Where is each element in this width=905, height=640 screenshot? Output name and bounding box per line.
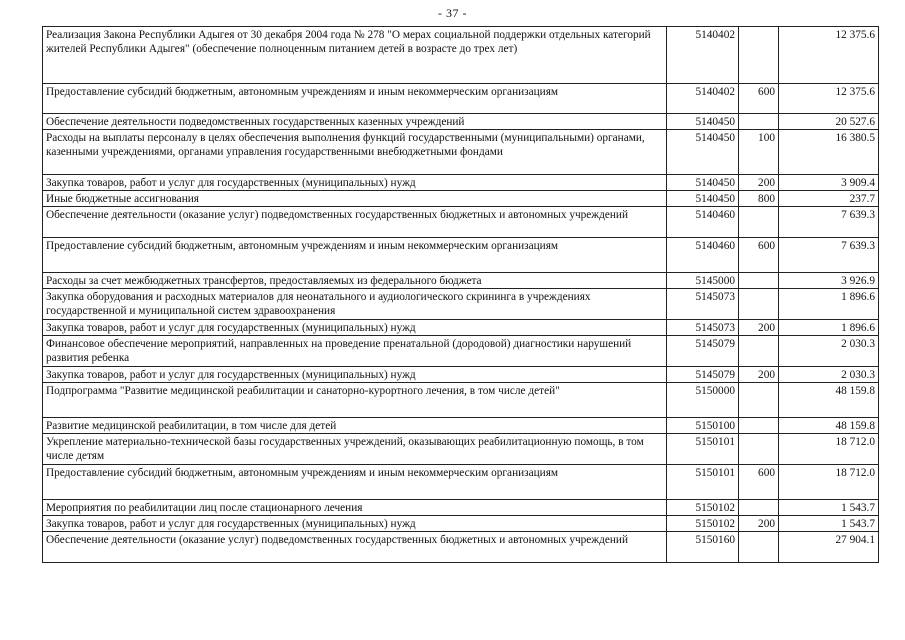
row-amount: 1 896.6 <box>779 289 879 320</box>
row-description: Обеспечение деятельности (оказание услуг) подведомственных государственных бюджетных и автономных учреждений <box>43 207 667 238</box>
row-expense-type <box>739 114 779 130</box>
row-target-code: 5140402 <box>667 84 739 114</box>
row-description: Мероприятия по реабилитации лиц после стационарного лечения <box>43 500 667 516</box>
table-row <box>43 289 879 320</box>
row-amount: 7 639.3 <box>779 207 879 238</box>
row-expense-type <box>739 273 779 289</box>
row-description: Развитие медицинской реабилитации, в том числе для детей <box>43 418 667 434</box>
row-description: Расходы за счет межбюджетных трансфертов, предоставляемых из федерального бюджета <box>43 273 667 289</box>
row-target-code: 5140460 <box>667 207 739 238</box>
table-row <box>43 516 879 532</box>
row-amount: 237.7 <box>779 191 879 207</box>
table-row <box>43 500 879 516</box>
row-expense-type <box>739 289 779 320</box>
row-amount: 16 380.5 <box>779 130 879 175</box>
budget-table <box>42 26 879 563</box>
row-target-code: 5150000 <box>667 383 739 418</box>
table-row <box>43 418 879 434</box>
row-target-code: 5145073 <box>667 320 739 336</box>
budget-table-body <box>43 27 879 563</box>
row-amount: 3 909.4 <box>779 175 879 191</box>
row-target-code: 5140450 <box>667 175 739 191</box>
row-expense-type: 600 <box>739 465 779 500</box>
row-expense-type <box>739 207 779 238</box>
table-row <box>43 27 879 84</box>
row-target-code: 5140460 <box>667 238 739 273</box>
row-amount: 7 639.3 <box>779 238 879 273</box>
row-description: Финансовое обеспечение мероприятий, направленных на проведение пренатальной (дородовой) диагностики нарушений развития ребенка <box>43 336 667 367</box>
row-amount: 1 896.6 <box>779 320 879 336</box>
row-description: Реализация Закона Республики Адыгея от 30 декабря 2004 года № 278 "О мерах социальной поддержки отдельных категорий жителей Республики Адыгея" (обеспечение полноценным питанием детей в возрасте до трех лет) <box>43 27 667 84</box>
row-target-code: 5150101 <box>667 434 739 465</box>
row-target-code: 5140450 <box>667 191 739 207</box>
row-expense-type <box>739 27 779 84</box>
row-expense-type <box>739 418 779 434</box>
row-target-code: 5140450 <box>667 130 739 175</box>
table-row <box>43 383 879 418</box>
row-expense-type <box>739 532 779 563</box>
row-description: Обеспечение деятельности (оказание услуг) подведомственных государственных бюджетных и автономных учреждений <box>43 532 667 563</box>
table-row <box>43 367 879 383</box>
table-row <box>43 532 879 563</box>
row-target-code: 5150102 <box>667 500 739 516</box>
row-target-code: 5140450 <box>667 114 739 130</box>
row-description: Закупка товаров, работ и услуг для государственных (муниципальных) нужд <box>43 516 667 532</box>
row-description: Укрепление материально-технической базы государственных учреждений, оказывающих реабилитационную помощь, в том числе детям <box>43 434 667 465</box>
row-description: Закупка оборудования и расходных материалов для неонатального и аудиологического скрининга в учреждениях государственной и муниципальной систем здравоохранения <box>43 289 667 320</box>
row-description: Предоставление субсидий бюджетным, автономным учреждениям и иным некоммерческим организациям <box>43 238 667 273</box>
row-target-code: 5150100 <box>667 418 739 434</box>
row-target-code: 5145079 <box>667 367 739 383</box>
page-number: - 37 - <box>438 6 467 20</box>
row-expense-type <box>739 336 779 367</box>
row-amount: 1 543.7 <box>779 516 879 532</box>
row-amount: 20 527.6 <box>779 114 879 130</box>
row-amount: 2 030.3 <box>779 367 879 383</box>
row-description: Закупка товаров, работ и услуг для государственных (муниципальных) нужд <box>43 320 667 336</box>
row-target-code: 5150160 <box>667 532 739 563</box>
row-description: Предоставление субсидий бюджетным, автономным учреждениям и иным некоммерческим организациям <box>43 84 667 114</box>
row-amount: 1 543.7 <box>779 500 879 516</box>
table-row <box>43 273 879 289</box>
row-amount: 2 030.3 <box>779 336 879 367</box>
table-row <box>43 191 879 207</box>
row-expense-type: 200 <box>739 367 779 383</box>
row-description: Закупка товаров, работ и услуг для государственных (муниципальных) нужд <box>43 367 667 383</box>
row-expense-type: 600 <box>739 84 779 114</box>
row-description: Закупка товаров, работ и услуг для государственных (муниципальных) нужд <box>43 175 667 191</box>
row-amount: 48 159.8 <box>779 418 879 434</box>
table-row <box>43 130 879 175</box>
table-row <box>43 465 879 500</box>
row-description: Обеспечение деятельности подведомственных государственных казенных учреждений <box>43 114 667 130</box>
row-expense-type: 800 <box>739 191 779 207</box>
row-amount: 18 712.0 <box>779 434 879 465</box>
row-expense-type <box>739 500 779 516</box>
row-target-code: 5145073 <box>667 289 739 320</box>
row-amount: 48 159.8 <box>779 383 879 418</box>
row-description: Подпрограмма "Развитие медицинской реабилитации и санаторно-курортного лечения, в том числе детей" <box>43 383 667 418</box>
row-target-code: 5150102 <box>667 516 739 532</box>
table-row <box>43 320 879 336</box>
row-amount: 3 926.9 <box>779 273 879 289</box>
row-target-code: 5150101 <box>667 465 739 500</box>
row-target-code: 5145079 <box>667 336 739 367</box>
row-expense-type <box>739 434 779 465</box>
row-amount: 12 375.6 <box>779 27 879 84</box>
row-expense-type: 200 <box>739 516 779 532</box>
table-row <box>43 175 879 191</box>
row-expense-type: 600 <box>739 238 779 273</box>
table-row <box>43 84 879 114</box>
row-expense-type: 200 <box>739 175 779 191</box>
table-row <box>43 336 879 367</box>
row-description: Предоставление субсидий бюджетным, автономным учреждениям и иным некоммерческим организациям <box>43 465 667 500</box>
row-expense-type <box>739 383 779 418</box>
row-description: Расходы на выплаты персоналу в целях обеспечения выполнения функций государственными (муниципальными) органами, казенными учреждениями, органами управления государственными внебюджетными фондами <box>43 130 667 175</box>
row-target-code: 5145000 <box>667 273 739 289</box>
table-row <box>43 207 879 238</box>
table-row <box>43 434 879 465</box>
row-amount: 18 712.0 <box>779 465 879 500</box>
table-row <box>43 238 879 273</box>
table-row <box>43 114 879 130</box>
row-expense-type: 100 <box>739 130 779 175</box>
row-target-code: 5140402 <box>667 27 739 84</box>
row-expense-type: 200 <box>739 320 779 336</box>
row-amount: 12 375.6 <box>779 84 879 114</box>
row-amount: 27 904.1 <box>779 532 879 563</box>
row-description: Иные бюджетные ассигнования <box>43 191 667 207</box>
